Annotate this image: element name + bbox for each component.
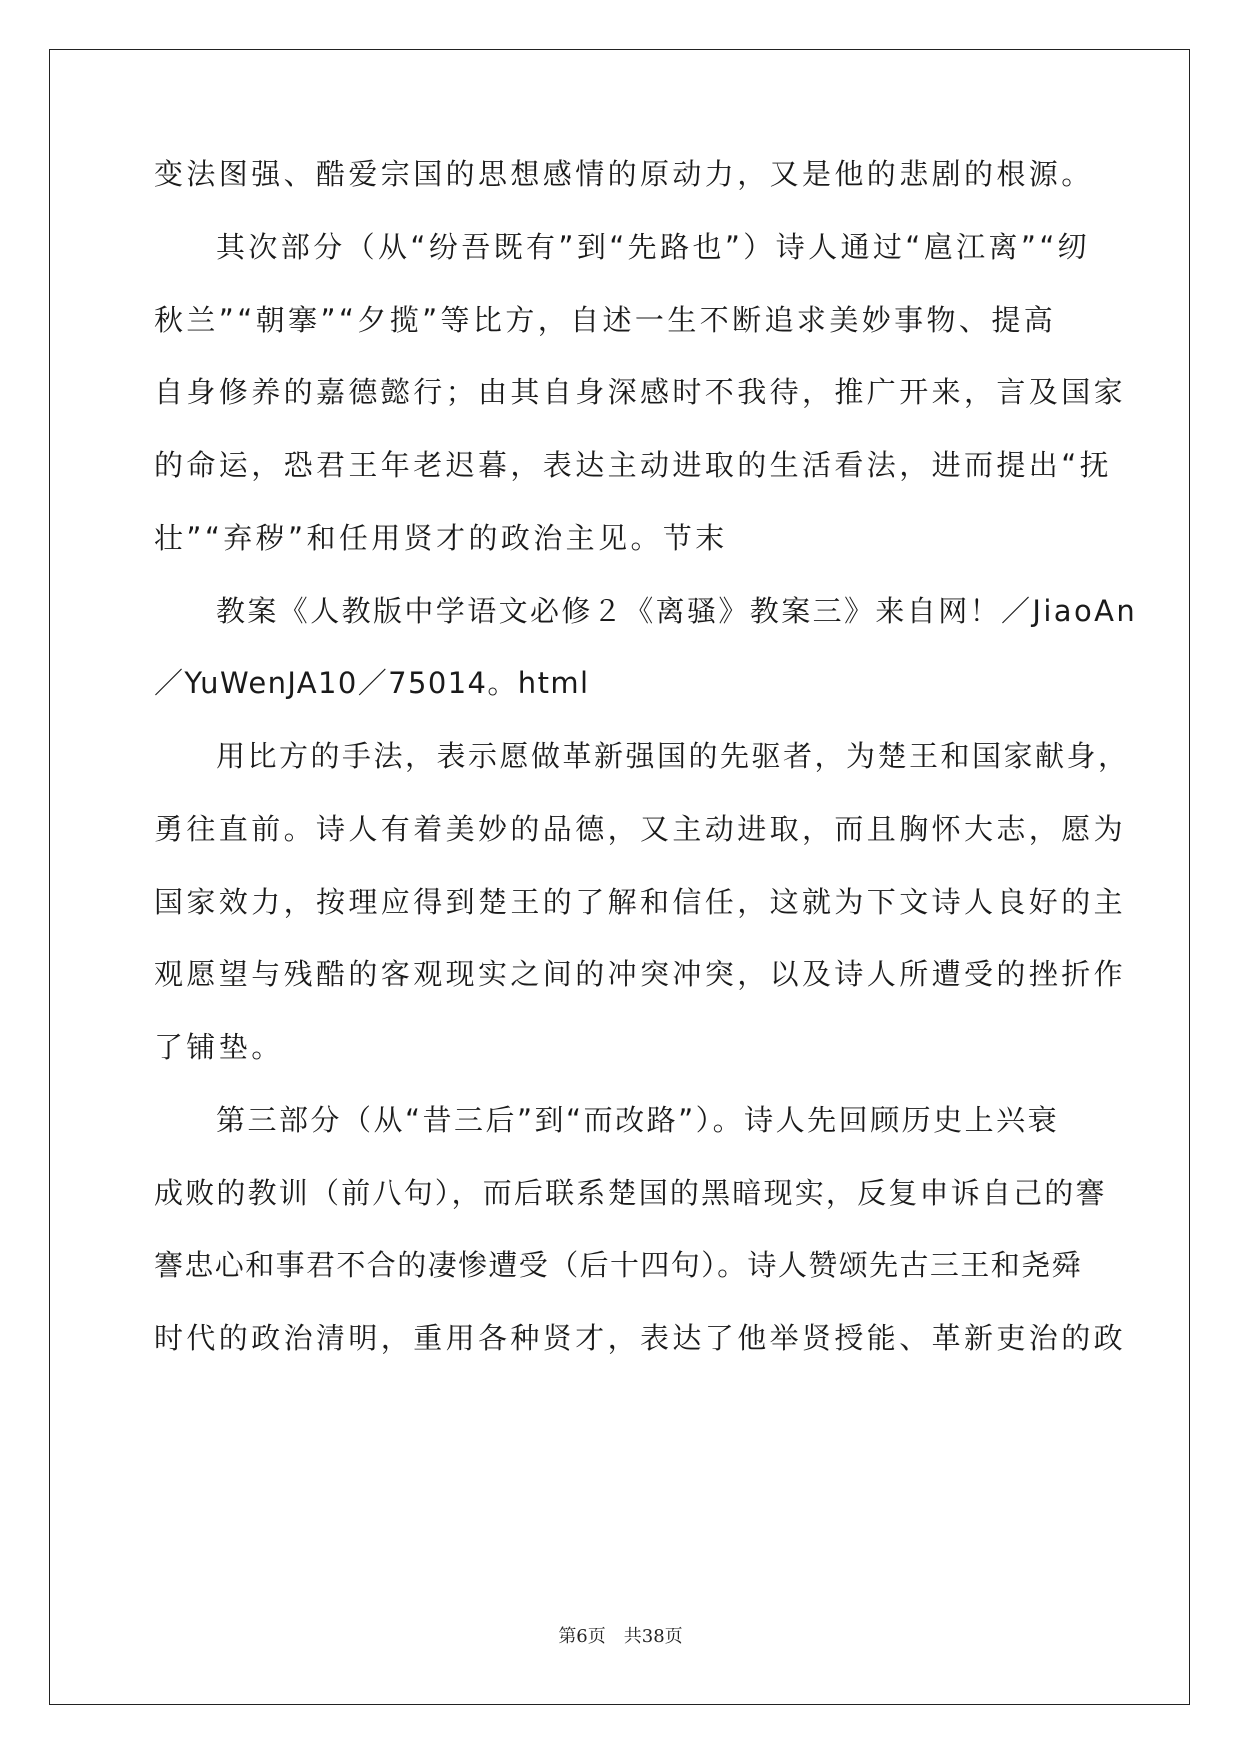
text-line: 时代的政治清明，重用各种贤才，表达了他举贤授能、革新吏治的政 (154, 1321, 1127, 1355)
text-line: 壮”“弃秽”和任用贤才的政治主见。节末 (154, 521, 728, 555)
paragraph-first-line: 用比方的手法，表示愿做革新强国的先驱者，为楚王和国家献身， (216, 739, 1130, 773)
text-line: 成败的教训（前八句），而后联系楚国的黑暗现实，反复申诉自己的謇 (154, 1176, 1107, 1210)
paragraph-first-line: 教案《人教版中学语文必修２《离骚》教案三》来自网！／JiaoAn (216, 594, 1138, 628)
text-line: 自身修养的嘉德懿行；由其自身深感时不我待，推广开来，言及国家 (154, 375, 1127, 409)
text-line: 变法图强、酷爱宗国的思想感情的原动力，又是他的悲剧的根源。 (154, 157, 1094, 191)
text-line: 国家效力，按理应得到楚王的了解和信任，这就为下文诗人良好的主 (154, 885, 1127, 919)
text-line: 勇往直前。诗人有着美妙的品德，又主动进取，而且胸怀大志，愿为 (154, 812, 1127, 846)
page-number: 第6页 共38页 (558, 1626, 683, 1647)
paragraph-first-line: 第三部分（从“昔三后”到“而改路”）。诗人先回顾历史上兴衰 (216, 1103, 1060, 1137)
paragraph-first-line: 其次部分（从“纷吾既有”到“先路也”）诗人通过“扈江离”“纫 (216, 230, 1091, 264)
text-line: 秋兰”“朝搴”“夕揽”等比方，自述一生不断追求美妙事物、提高 (154, 303, 1057, 337)
text-line: 了铺垫。 (154, 1030, 284, 1064)
page-border (49, 49, 1190, 1705)
text-line: 观愿望与残酷的客观现实之间的冲突冲突，以及诗人所遭受的挫折作 (154, 957, 1127, 991)
text-line: ／YuWenJA10／75014。html (154, 666, 590, 700)
text-line: 謇忠心和事君不合的凄惨遭受（后十四句）。诗人赞颂先古三王和尧舜 (154, 1248, 1082, 1282)
text-line: 的命运，恐君王年老迟暮，表达主动进取的生活看法，进而提出“抚 (154, 448, 1113, 482)
